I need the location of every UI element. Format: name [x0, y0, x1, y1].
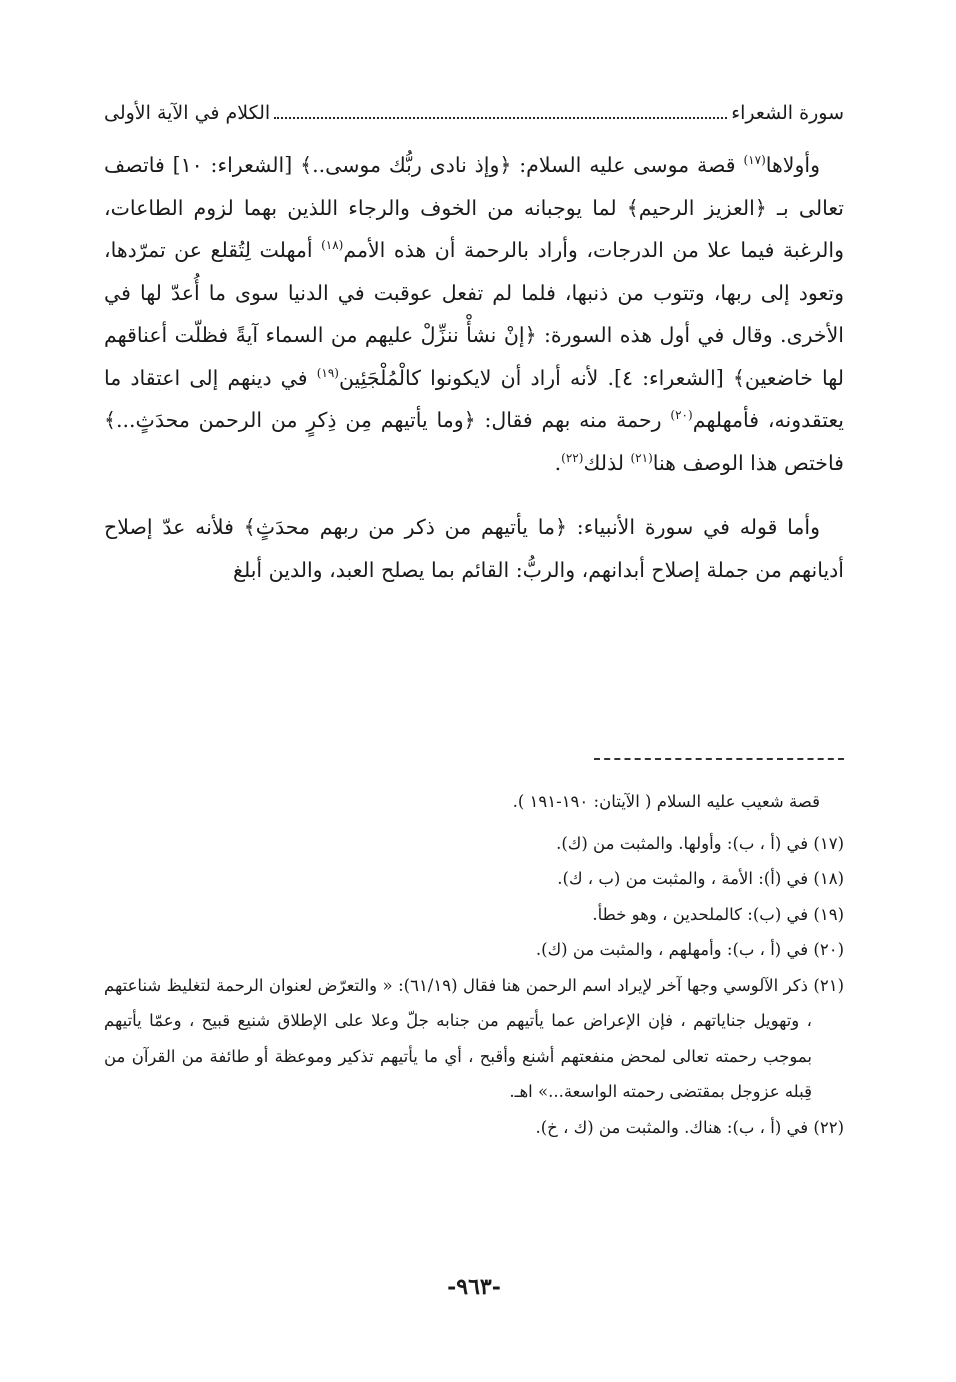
footnote-ref-17[interactable]: (١٧) — [743, 153, 766, 168]
paragraph-1-text: في دينهم إلى اعتقاد ما يعتقدونه، فأمهلهم — [104, 365, 844, 432]
header-section-title: الكلام في الآية الأولى — [104, 102, 271, 124]
footnote-ref-21[interactable]: (٢١) — [630, 450, 653, 465]
header-chapter-title: سورة الشعراء — [731, 102, 844, 124]
header-dot-leader — [274, 103, 727, 119]
footnote-19: (١٩) في (ب): كالملحدين ، وهو خطأ. — [592, 904, 844, 924]
footnote-ref-19[interactable]: (١٩) — [316, 365, 339, 380]
paragraph-1-text: أمهلت لِتُقلع عن تمرّدها، وتعود إلى ربها، وتتوب من ذنبها، فلما لم تفعل عوقبت في الدنيا سوى ما أُعدّ لها في الأخرى. وقال في أول هذه السورة: ﴿إنْ نشأْ ننزِّلْ عليهم من السماء آيةً فظلّت أعناقهم لها خاضعين﴾ [الشعراء: ٤]. لأنه أراد أن لايكونوا كالْمُلْجَئِين — [104, 238, 844, 390]
running-header — [104, 102, 844, 132]
footnote-ref-20[interactable]: (٢٠) — [670, 408, 693, 423]
footnote-ref-22[interactable]: (٢٢) — [561, 450, 584, 465]
page-number: -٩٦٣- — [447, 1274, 501, 1300]
paragraph-1-text: وأولاها — [765, 153, 820, 177]
footnote-separator — [594, 758, 844, 760]
footnote-21: (٢١) ذكر الآلوسي وجها آخر لإيراد اسم الرحمن هنا فقال (٦١/١٩): « والتعرّض لعنوان الرحمة لتغليظ شناعتهم ، وتهويل جناياتهم ، فإن الإعراض عما يأتيهم من جنابه جلّ وعلا على الإطلاق شنيع قبيح ، وعمّا يأتيهم بموجب رحمته تعالى لمحض منفعتهم أشنع وأقبح ، أي ما يأتيهم تذكير وموعظة أو طائفة من القرآن من قِبله عزوجل بمقتضى رحمته الواسعة...» اهـ. — [104, 975, 845, 1101]
paragraph-1 — [104, 144, 844, 484]
footnote-17: (١٧) في (أ ، ب): وأولها. والمثبت من (ك). — [556, 833, 844, 853]
footnote-18: (١٨) في (أ): الأمة ، والمثبت من (ب ، ك). — [557, 869, 844, 888]
paragraph-1-text: لذلك — [583, 450, 631, 475]
footnote-ref-18[interactable]: (١٨) — [321, 238, 344, 253]
footnote-20: (٢٠) في (أ ، ب): وأمهلهم ، والمثبت من (ك). — [535, 940, 844, 959]
paragraph-1-text: رحمة منه بهم فقال: ﴿وما يأتيهم مِن ذِكرٍ من الرحمن محدَثٍ...﴾ فاختص هذا الوصف هنا — [104, 408, 844, 475]
document-page — [104, 92, 844, 1332]
paragraph-1-text: . — [554, 450, 562, 475]
main-text — [104, 144, 844, 591]
footnote-22: (٢٢) في (أ ، ب): هناك. والمثبت من (ك ، خ). — [535, 1117, 844, 1137]
footnotes — [104, 784, 844, 1145]
footnote-intro: قصة شعيب عليه السلام ( الآيتان: ١٩٠-١٩١ ). — [512, 792, 820, 811]
paragraph-1-text: قصة موسى عليه السلام: ﴿وإذ نادى ربُّك موسى..﴾ [الشعراء: ١٠] فاتصف تعالى بـ ﴿العزيز الرحيم﴾ لما يوجبانه من الخوف والرجاء اللذين بهما لزوم الطاعات، والرغبة فيما علا من الدرجات، وأراد بالرحمة أن هذه الأمم — [104, 153, 844, 262]
paragraph-2: وأما قوله في سورة الأنبياء: ﴿ما يأتيهم من ذكر من ربهم محدَثٍ﴾ فلأنه عدّ إصلاح أديانهم من جملة إصلاح أبدانهم، والربُّ: القائم بما يصلح العبد، والدين أبلغ — [104, 515, 844, 582]
